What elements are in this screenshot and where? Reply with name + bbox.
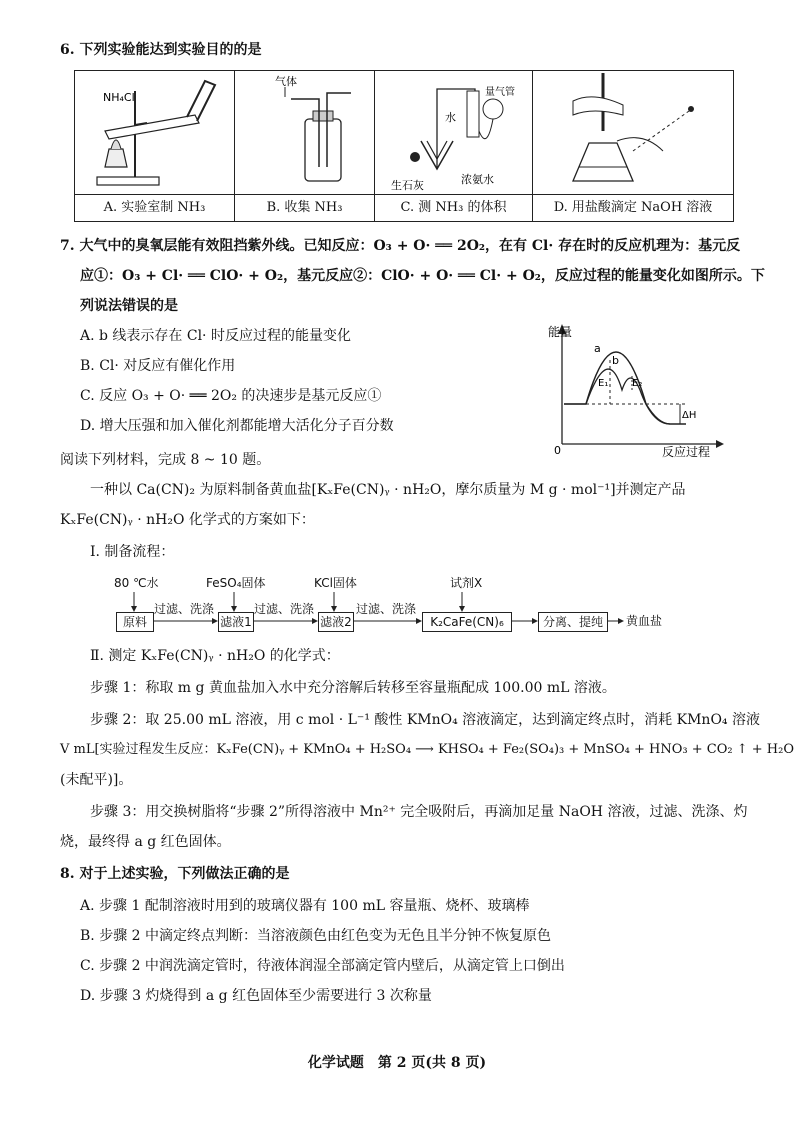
q7-option-a: A. b 线表示存在 Cl· 时反应过程的能量变化 xyxy=(80,328,351,344)
flow-input-water: 80 ℃水 xyxy=(114,576,159,590)
e1-label: E₁ xyxy=(598,378,609,389)
flow-product: 黄血盐 xyxy=(626,614,663,628)
curve-a-label: a xyxy=(594,342,601,355)
reading-part2: Ⅱ. 测定 KₓFe(CN)ᵧ · nH₂O 的化学式： xyxy=(90,648,340,664)
process-xlabel: 反应过程 xyxy=(662,445,711,459)
ammonia-label: 浓氨水 xyxy=(461,173,494,186)
reading-step2-line1: 步骤 2：取 25.00 mL 溶液，用 c mol · L⁻¹ 酸性 KMnO₄ 溶液滴定，达到滴定终点时，消耗 KMnO₄ 溶液 xyxy=(90,712,760,728)
gas-tube-label: 量气管 xyxy=(485,87,515,98)
q7-option-b: B. Cl· 对反应有催化作用 xyxy=(80,358,236,374)
flow-box-intermediate: K₂CaFe(CN)₆ xyxy=(422,612,512,632)
nh4cl-label: NH₄Cl xyxy=(103,91,135,104)
reading-p1: 一种以 Ca(CN)₂ 为原料制备黄血盐[KₓFe(CN)ᵧ · nH₂O，摩尔质量为 M g · mol⁻¹]并测定产品 xyxy=(90,482,686,498)
q7-option-c: C. 反应 O₃ + O· ══ 2O₂ 的决速步是基元反应① xyxy=(80,388,382,404)
q7-option-d: D. 增大压强和加入催化剂都能增大活化分子百分数 xyxy=(80,418,394,434)
q6-stem: 6. 下列实验能达到实验目的的是 xyxy=(60,42,262,58)
water-label: 水 xyxy=(445,111,456,124)
page-footer: 化学试题 第 2 页(共 8 页) xyxy=(307,1055,487,1071)
reading-intro: 阅读下列材料，完成 8 ~ 10 题。 xyxy=(60,452,271,468)
flow-op-3: 过滤、洗涤 xyxy=(356,602,417,616)
flow-input-reagent-x: 试剂X xyxy=(450,576,483,590)
q8-option-d: D. 步骤 3 灼烧得到 a g 红色固体至少需要进行 3 次称量 xyxy=(80,988,432,1004)
flow-box-separation: 分离、提纯 xyxy=(538,612,608,632)
reading-step2-line3: (未配平)]。 xyxy=(60,772,133,788)
origin-label: 0 xyxy=(554,444,561,457)
reading-step3-line2: 烧，最终得 a g 红色固体。 xyxy=(60,834,231,850)
nh3-prep-apparatus-icon xyxy=(75,71,233,195)
titration-icon xyxy=(533,71,733,195)
reading-part1: Ⅰ. 制备流程： xyxy=(90,544,175,560)
flow-op-2: 过滤、洗涤 xyxy=(254,602,315,616)
q8-option-b: B. 步骤 2 中滴定终点判断：当溶液颜色由红色变为无色且半分钟不恢复原色 xyxy=(80,928,551,944)
q6-option-c xyxy=(375,71,533,221)
flow-op-1: 过滤、洗涤 xyxy=(154,602,215,616)
q6-option-b xyxy=(235,71,375,221)
gas-volume-measurement-icon xyxy=(375,71,531,195)
gas-label: 气体 xyxy=(275,75,297,88)
q6-option-d-caption: D. 用盐酸滴定 NaOH 溶液 xyxy=(533,194,733,221)
curve-b-label: b xyxy=(612,354,619,367)
q8-option-a: A. 步骤 1 配制溶液时用到的玻璃仪器有 100 mL 容量瓶、烧杯、玻璃棒 xyxy=(80,898,530,914)
q6-figure-table xyxy=(74,70,734,222)
lime-label: 生石灰 xyxy=(391,179,424,192)
flow-input-kcl: KCl固体 xyxy=(314,576,357,590)
e2-label: E₂ xyxy=(632,378,643,389)
reading-step2-line2: V mL[实验过程发生反应：KₓFe(CN)ᵧ + KMnO₄ + H₂SO₄ ⟶ KHSO₄ + Fe₂(SO₄)₃ + MnSO₄ + HNO₃ + CO₂ ↑ + H₂O xyxy=(60,742,794,757)
reading-p1b: KₓFe(CN)ᵧ · nH₂O 化学式的方案如下： xyxy=(60,512,315,528)
q8-stem: 8. 对于上述实验，下列做法正确的是 xyxy=(60,866,290,882)
q6-option-b-caption: B. 收集 NH₃ xyxy=(235,194,374,221)
energy-ylabel: 能量 xyxy=(548,325,573,339)
flow-input-feso4: FeSO₄固体 xyxy=(206,576,266,590)
reading-step1: 步骤 1：称取 m g 黄血盐加入水中充分溶解后转移至容量瓶配成 100.00 mL 溶液。 xyxy=(90,680,616,696)
q7-stem-line2: 应①：O₃ + Cl· ══ ClO· + O₂，基元反应②：ClO· + O· ══ Cl· + O₂，反应过程的能量变化如图所示。下 xyxy=(80,268,765,284)
q6-option-a xyxy=(75,71,235,221)
q8-option-c: C. 步骤 2 中润洗滴定管时，待液体润湿全部滴定管内壁后，从滴定管上口倒出 xyxy=(80,958,565,974)
q7-stem-line3: 列说法错误的是 xyxy=(80,298,178,314)
flow-box-raw: 原料 xyxy=(116,612,154,632)
energy-profile-diagram xyxy=(546,320,726,460)
flow-box-filtrate1: 滤液1 xyxy=(218,612,254,632)
delta-h-label: ΔH xyxy=(682,410,697,421)
q6-option-c-caption: C. 测 NH₃ 的体积 xyxy=(375,194,532,221)
reading-step3-line1: 步骤 3：用交换树脂将“步骤 2”所得溶液中 Mn²⁺ 完全吸附后，再滴加足量 NaOH 溶液，过滤、洗涤、灼 xyxy=(90,804,748,820)
flow-box-filtrate2: 滤液2 xyxy=(318,612,354,632)
q7-stem-line1: 7. 大气中的臭氧层能有效阻挡紫外线。已知反应：O₃ + O· ══ 2O₂，在有 Cl· 存在时的反应机理为：基元反 xyxy=(60,238,741,254)
q6-option-a-caption: A. 实验室制 NH₃ xyxy=(75,194,234,221)
gas-collection-bottle-icon xyxy=(235,71,373,195)
q6-option-d xyxy=(533,71,733,221)
prep-flowchart xyxy=(100,572,663,632)
